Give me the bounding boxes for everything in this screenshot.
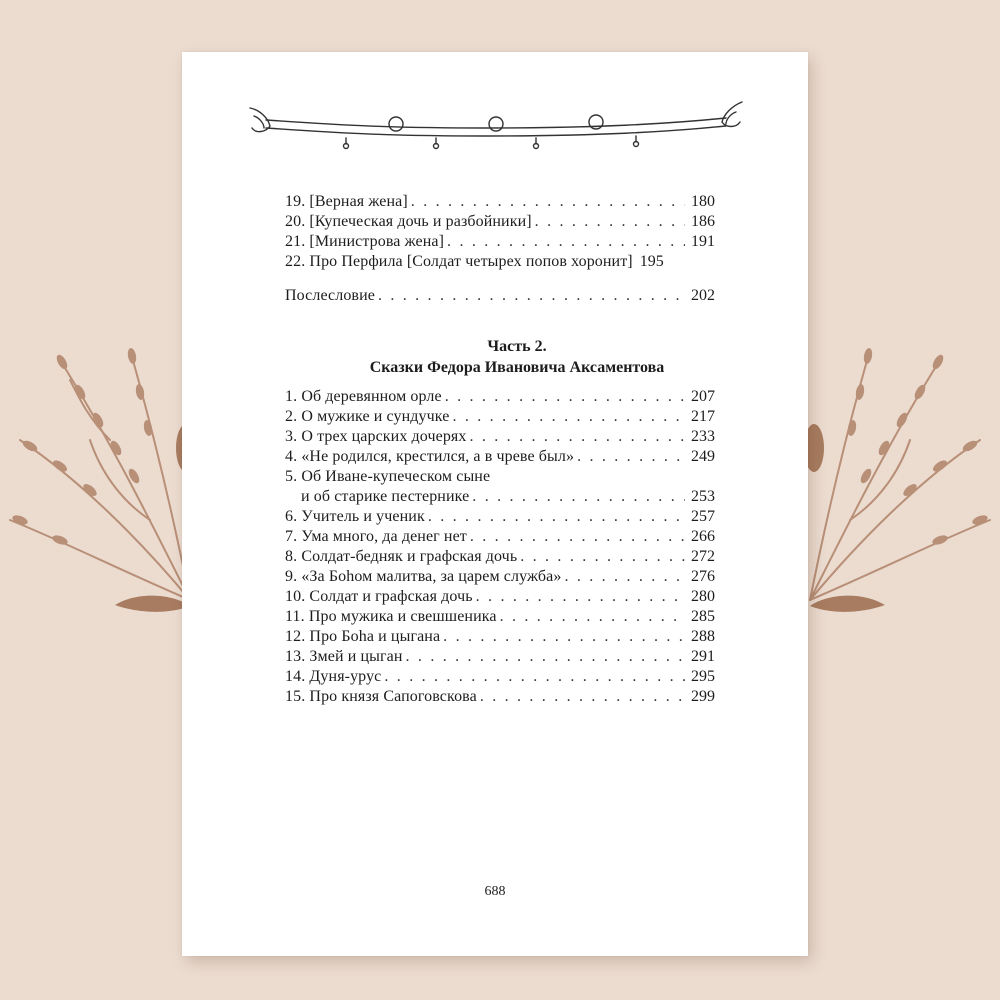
toc-number: 1.: [285, 388, 298, 405]
willow-branch-right-icon: [810, 347, 990, 600]
toc-title: Ума много, да денег нет: [301, 528, 467, 545]
toc-title: Об деревянном орле: [301, 388, 442, 405]
toc-page: 253: [691, 488, 715, 505]
toc-page: 280: [691, 588, 715, 605]
toc-number: 8.: [285, 548, 298, 565]
toc-leader: [472, 487, 685, 507]
toc-title: Учитель и ученик: [301, 508, 425, 525]
toc-title: Об Иване-купеческом сыне: [301, 468, 491, 485]
toc-entry-afterword[interactable]: [285, 286, 715, 306]
toc-title: Про Боhа и цыгана: [309, 628, 441, 645]
toc-page: 233: [691, 428, 715, 445]
toc-entry-p2-6[interactable]: [285, 507, 715, 527]
vine-ornament-icon: [246, 98, 746, 154]
toc-page: 249: [691, 448, 715, 465]
toc-number: 2.: [285, 408, 298, 425]
toc-entry-p2-5-cont[interactable]: [285, 487, 715, 507]
toc-leader: [406, 647, 685, 667]
willow-branch-left-icon: [10, 347, 190, 600]
toc-entry-p2-10[interactable]: [285, 587, 715, 607]
toc-number: 5.: [285, 468, 298, 485]
table-of-contents: [285, 192, 715, 707]
toc-title: [Верная жена]: [309, 193, 408, 210]
toc-leader: [476, 587, 685, 607]
toc-number: 3.: [285, 428, 298, 445]
toc-leader: [577, 447, 685, 467]
toc-leader: [564, 567, 685, 587]
toc-page: 299: [691, 688, 715, 705]
toc-title: Послесловие: [285, 287, 375, 304]
part-subheading: Сказки Федора Ивановича Аксаментова: [369, 359, 665, 376]
toc-page: 291: [691, 648, 715, 665]
toc-title: Солдат и графская дочь: [309, 588, 473, 605]
toc-leader: [480, 687, 685, 707]
toc-page: 217: [691, 408, 715, 425]
toc-number: 22.: [285, 253, 306, 270]
page-number: 688: [484, 884, 506, 899]
toc-title: «За Боhом малитва, за царем служба»: [301, 568, 562, 585]
toc-number: 12.: [285, 628, 306, 645]
toc-entry-p2-5[interactable]: [285, 467, 715, 487]
toc-leader: [445, 387, 685, 407]
toc-leader: [384, 667, 685, 687]
toc-page: 180: [691, 193, 715, 210]
toc-entry-p2-14[interactable]: [285, 667, 715, 687]
toc-title: [Министрова жена]: [309, 233, 445, 250]
toc-title: Про мужика и свешшеника: [308, 608, 497, 625]
toc-leader: [469, 427, 685, 447]
toc-entry-19[interactable]: [285, 192, 715, 212]
toc-entry-p2-13[interactable]: [285, 647, 715, 667]
toc-leader: [520, 547, 685, 567]
toc-number: 7.: [285, 528, 298, 545]
toc-entry-p2-4[interactable]: [285, 447, 715, 467]
toc-number: 21.: [285, 233, 306, 250]
toc-page: 295: [691, 668, 715, 685]
toc-title: О трех царских дочерях: [301, 428, 467, 445]
toc-leader: [452, 407, 685, 427]
toc-number: 14.: [285, 668, 306, 685]
toc-page: 191: [691, 233, 715, 250]
toc-number: 9.: [285, 568, 298, 585]
toc-leader: [378, 286, 685, 306]
toc-number: 6.: [285, 508, 298, 525]
toc-number: 19.: [285, 193, 306, 210]
book-page: [182, 52, 808, 956]
toc-page: 276: [691, 568, 715, 585]
toc-number: 10.: [285, 588, 306, 605]
toc-page: 285: [691, 608, 715, 625]
toc-leader: [470, 527, 685, 547]
toc-title: Солдат-бедняк и графская дочь: [301, 548, 518, 565]
toc-title: Дуня-урус: [309, 668, 382, 685]
toc-entry-p2-3[interactable]: [285, 427, 715, 447]
toc-page: 288: [691, 628, 715, 645]
toc-entry-p2-11[interactable]: [285, 607, 715, 627]
leaf-left-icon: [115, 596, 190, 612]
toc-leader: [535, 212, 685, 232]
toc-page: 195: [639, 253, 664, 270]
toc-number: 4.: [285, 448, 298, 465]
toc-entry-p2-12[interactable]: [285, 627, 715, 647]
toc-page: 272: [691, 548, 715, 565]
toc-entry-p2-7[interactable]: [285, 527, 715, 547]
toc-page: 207: [691, 388, 715, 405]
toc-page: 257: [691, 508, 715, 525]
toc-entry-p2-8[interactable]: [285, 547, 715, 567]
toc-number: 13.: [285, 648, 306, 665]
toc-page: 202: [691, 287, 715, 304]
toc-page: 186: [691, 213, 715, 230]
toc-number: 20.: [285, 213, 306, 230]
toc-leader: [428, 507, 685, 527]
toc-title: О мужике и сундучке: [301, 408, 450, 425]
toc-entry-p2-9[interactable]: [285, 567, 715, 587]
toc-entry-p2-1[interactable]: [285, 387, 715, 407]
toc-title: «Не родился, крестился, а в чреве был»: [301, 448, 575, 465]
toc-leader: [443, 627, 685, 647]
toc-leader: [447, 232, 685, 252]
toc-number: 15.: [285, 688, 306, 705]
toc-title: Про Перфила [Солдат четырех попов хоронит]: [309, 253, 633, 270]
toc-page: 266: [691, 528, 715, 545]
toc-title: [Купеческая дочь и разбойники]: [309, 213, 532, 230]
toc-entry-p2-2[interactable]: [285, 407, 715, 427]
toc-title-continuation: и об старике пестернике: [301, 488, 470, 505]
toc-entry-21[interactable]: [285, 232, 715, 252]
part-heading: Часть 2.: [487, 338, 547, 355]
toc-leader: [411, 192, 685, 212]
toc-title: Змей и цыган: [309, 648, 403, 665]
leaf-right-icon: [810, 596, 885, 612]
toc-title: Про князя Сапоговскова: [309, 688, 477, 705]
toc-number: 11.: [285, 608, 305, 625]
toc-leader: [500, 607, 685, 627]
toc-entry-22[interactable]: [285, 252, 715, 272]
toc-entry-p2-15[interactable]: [285, 687, 715, 707]
toc-entry-20[interactable]: [285, 212, 715, 232]
